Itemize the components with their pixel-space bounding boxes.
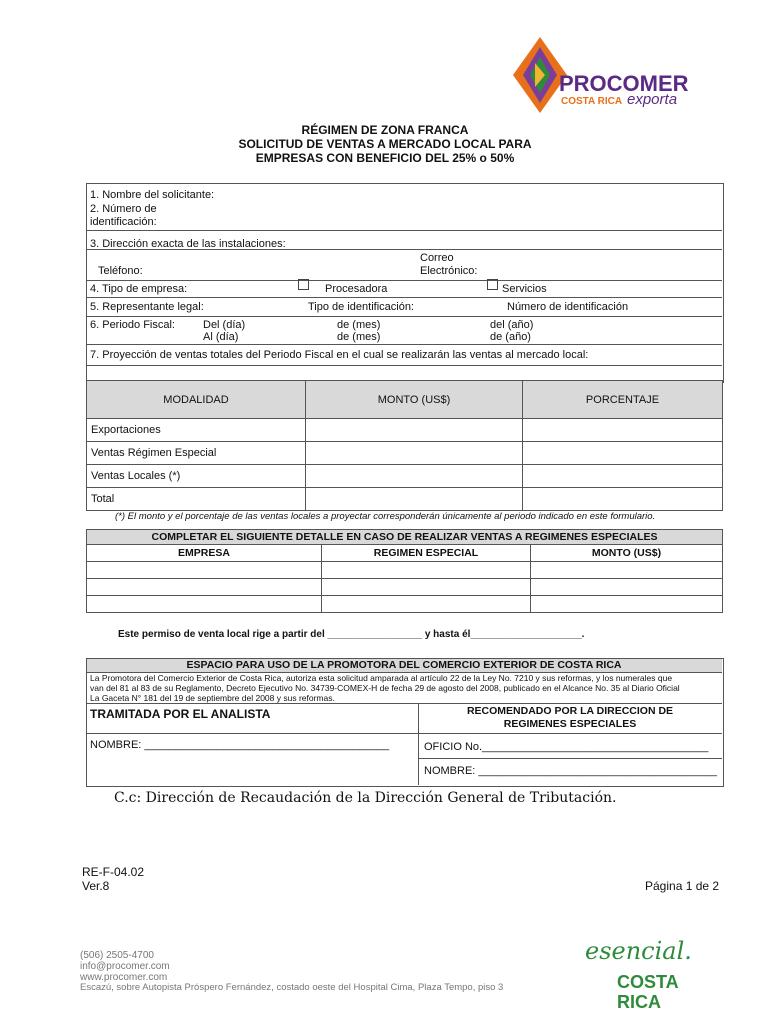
contact-address: Escazú, sobre Autopista Próspero Fernández, costado oeste del Hospital Cima, Plaza Tempo, piso 3 (80, 982, 504, 993)
title-line3: EMPRESAS CON BENEFICIO DEL 25% o 50% (255, 151, 515, 165)
col-modalidad: MODALIDAD (87, 381, 306, 419)
office-text-2: van del 81 al 83 de su Reglamento, Decreto Ejecutivo No. 34739-COMEX-H de fecha 29 de agosto del 2008, publicado en el Alcance No. 35 al Diario Oficial (90, 683, 680, 693)
office-text-3: La Gaceta N° 181 del 19 de septiembre del 2008 y sus reformas. (90, 693, 335, 703)
contact-web: www.procomer.com (80, 972, 168, 983)
recomendado-label: RECOMENDADO POR LA DIRECCION DE (466, 705, 674, 717)
email-label-2: Electrónico: (420, 265, 478, 277)
costa-text: COSTA (617, 972, 679, 992)
from-day-label: Del (día) (203, 319, 246, 331)
recomendado-label-2: REGIMENES ESPECIALES (503, 718, 637, 730)
cc-line: C.c: Dirección de Recaudación de la Dirección General de Tributación. (114, 790, 617, 806)
logo-sub1: COSTA RICA (561, 96, 623, 107)
divider (418, 758, 722, 759)
processor-checkbox[interactable] (298, 279, 309, 290)
legal-rep-label: 5. Representante legal: (90, 301, 204, 313)
phone-label: Teléfono: (98, 265, 143, 277)
table-row (87, 419, 723, 442)
divider (86, 365, 722, 366)
from-month-label: de (mes) (337, 319, 381, 331)
services-label: Servicios (502, 283, 547, 295)
sales-note: (*) El monto y el porcentaje de las ventas locales a proyectar corresponderán únicamente al periodo indicado en este formulario. (115, 511, 656, 522)
divider (86, 280, 722, 281)
title-line2: SOLICITUD DE VENTAS A MERCADO LOCAL PARA (238, 137, 532, 151)
office-title: ESPACIO PARA USO DE LA PROMOTORA DEL COMERCIO EXTERIOR DE COSTA RICA (186, 659, 622, 671)
sales-table (86, 380, 723, 511)
services-checkbox[interactable] (487, 279, 498, 290)
divider (86, 316, 722, 317)
row-label: Total (87, 488, 306, 511)
director-name-field[interactable]: NOMBRE: _______________________________________ (424, 765, 717, 777)
id-number-label: 2. Número de (90, 203, 157, 215)
logo-brand: PROCOMER (559, 71, 689, 96)
form-code: RE-F-04.02 (82, 865, 145, 879)
detail-table (86, 529, 723, 613)
permit-line: Este permiso de venta local rige a partir del _________________ y hasta él____________________. (118, 629, 585, 640)
address-label: 3. Dirección exacta de las instalaciones: (90, 238, 286, 250)
col-empresa: EMPRESA (87, 545, 322, 562)
oficio-field[interactable]: OFICIO No._____________________________________ (424, 741, 709, 753)
to-day-label: Al (día) (203, 331, 239, 343)
divider (86, 230, 722, 231)
processor-label: Procesadora (325, 283, 388, 295)
email-label: Correo (420, 252, 454, 264)
table-row (87, 596, 723, 613)
divider (86, 297, 722, 298)
id-num-label: Número de identificación (507, 301, 629, 313)
to-year-label: de (año) (490, 331, 531, 343)
table-row (87, 488, 723, 511)
sales-projection-label: 7. Proyección de ventas totales del Periodo Fiscal en el cual se realizarán las ventas al mercado local: (90, 349, 589, 361)
analyst-name-field[interactable]: NOMBRE: ________________________________________ (90, 739, 390, 751)
divider (86, 344, 722, 345)
esencial-text: esencial. (585, 937, 692, 965)
id-number-label-2: identificación: (90, 216, 157, 228)
company-type-label: 4. Tipo de empresa: (90, 283, 188, 295)
rica-text: RICA (617, 992, 661, 1012)
divider (86, 703, 722, 704)
from-year-label: del (año) (490, 319, 534, 331)
col-regimen: REGIMEN ESPECIAL (322, 545, 531, 562)
to-month-label: de (mes) (337, 331, 381, 343)
procomer-logo (505, 35, 715, 115)
table-row (87, 579, 723, 596)
table-row (87, 442, 723, 465)
id-type-label: Tipo de identificación: (308, 301, 414, 313)
detail-title: COMPLETAR EL SIGUIENTE DETALLE EN CASO DE REALIZAR VENTAS A REGIMENES ESPECIALES (87, 530, 723, 545)
col-monto: MONTO (US$) (306, 381, 523, 419)
title-line1: RÉGIMEN DE ZONA FRANCA (301, 123, 469, 137)
fiscal-period-label: 6. Periodo Fiscal: (90, 319, 175, 331)
col-monto-detail: MONTO (US$) (531, 545, 723, 562)
form-version: Ver.8 (82, 879, 110, 893)
divider (86, 733, 418, 734)
col-porcentaje: PORCENTAJE (523, 381, 723, 419)
row-label: Ventas Locales (*) (87, 465, 306, 488)
page-number: Página 1 de 2 (645, 879, 720, 893)
divider (418, 733, 722, 734)
office-text-1: La Promotora del Comercio Exterior de Costa Rica, autoriza esta solicitud amparada al artículo 22 de la Ley No. 7210 y sus reformas, y los numerales que (90, 673, 673, 683)
table-row (87, 562, 723, 579)
applicant-name-label: 1. Nombre del solicitante: (90, 189, 215, 201)
row-label: Exportaciones (87, 419, 306, 442)
costa-rica-logo (565, 938, 705, 1018)
table-row (87, 465, 723, 488)
tramitada-label: TRAMITADA POR EL ANALISTA (90, 707, 271, 721)
contact-phone: (506) 2505-4700 (80, 950, 154, 961)
contact-email: info@procomer.com (80, 961, 170, 972)
logo-sub2: exporta (627, 91, 678, 108)
row-label: Ventas Régimen Especial (87, 442, 306, 465)
